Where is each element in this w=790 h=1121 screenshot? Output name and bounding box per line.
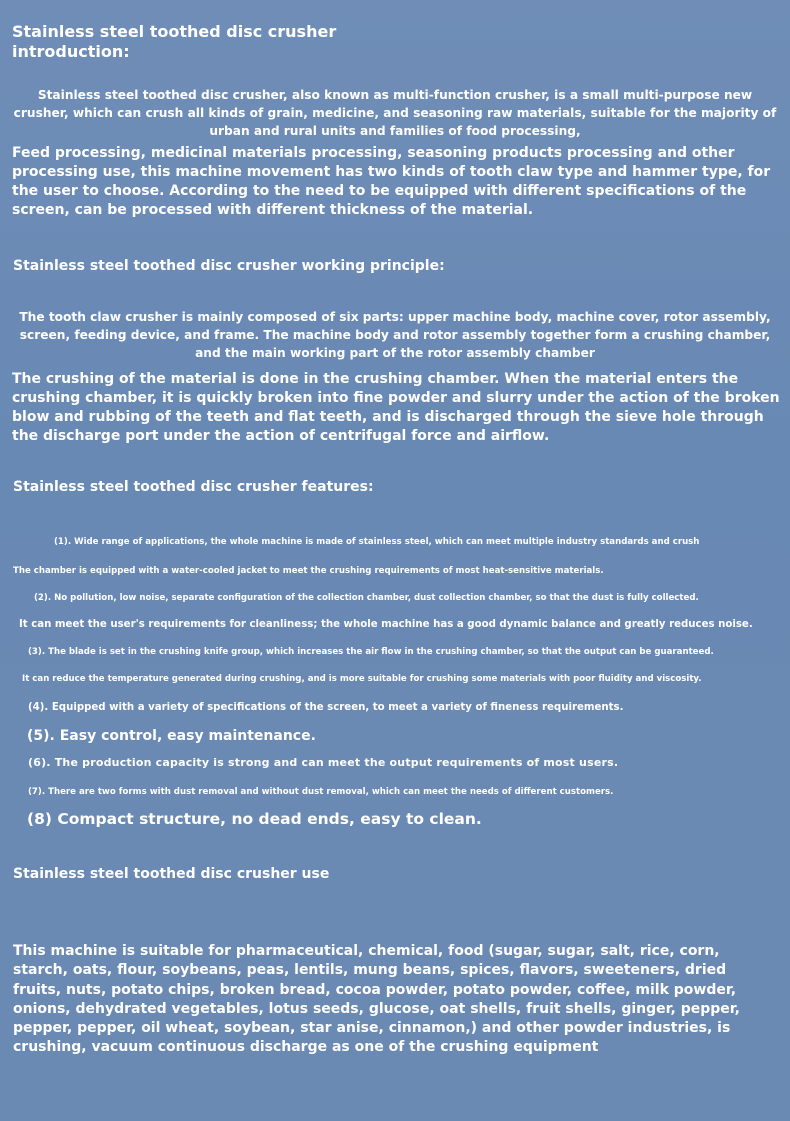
feature-item: The chamber is equipped with a water-cooled jacket to meet the crushing requirements of most heat-sensitive materials.: [13, 566, 604, 576]
feature-item: (7). There are two forms with dust removal and without dust removal, which can meet the needs of different customers.: [28, 787, 614, 797]
use-heading: Stainless steel toothed disc crusher use: [13, 866, 330, 882]
principle-paragraph: The crushing of the material is done in the crushing chamber. When the material enters the crushing chamber, it is quickly broken into fine powder and slurry under the action of the broken blow and rubbing of the teeth and flat teeth, and is discharged through the sieve hole through the discharge port under the action of centrifugal force and airflow.: [12, 371, 780, 444]
feature-item: (2). No pollution, low noise, separate configuration of the collection chamber, dust collection chamber, so that the dust is fully collected.: [34, 593, 699, 603]
feature-item: (4). Equipped with a variety of specifications of the screen, to meet a variety of fineness requirements.: [28, 702, 624, 713]
intro-paragraph: Feed processing, medicinal materials processing, seasoning products processing and other processing use, this machine movement has two kinds of tooth claw type and hammer type, for the user to choose. According to the need to be equipped with different specifications of the screen, can be processed with different thickness of the material.: [12, 145, 771, 218]
feature-item: It can reduce the temperature generated during crushing, and is more suitable for crushing some materials with poor fluidity and viscosity.: [22, 674, 702, 684]
feature-item: (3). The blade is set in the crushing knife group, which increases the air flow in the crushing chamber, so that the output can be guaranteed.: [28, 647, 714, 657]
intro-title: Stainless steel toothed disc crusher introduction:: [12, 22, 337, 61]
principle-paragraph-centered: The tooth claw crusher is mainly composed of six parts: upper machine body, machine cover, rotor assembly, screen, feeding device, and frame. The machine body and rotor assembly together form a crushing chamber, and the main working part of the rotor assembly chamber: [19, 310, 771, 360]
intro-paragraph-centered: Stainless steel toothed disc crusher, also known as multi-function crusher, is a small multi-purpose new crusher, which can crush all kinds of grain, medicine, and seasoning raw materials, suitable for the majority of urban and rural units and families of food processing,: [13, 88, 777, 138]
feature-item: (8) Compact structure, no dead ends, easy to clean.: [27, 810, 482, 828]
feature-item: (6). The production capacity is strong and can meet the output requirements of most users.: [28, 756, 619, 769]
use-paragraph: This machine is suitable for pharmaceutical, chemical, food (sugar, sugar, salt, rice, corn, starch, oats, flour, soybeans, peas, lentils, mung beans, spices, flavors, sweeteners, dried fruits, nuts, potato chips, broken bread, cocoa powder, potato powder, coffee, milk powder, onions, dehydrated vegetables, lotus seeds, glucose, oat shells, fruit shells, ginger, pepper, pepper, pepper, oil wheat, soybean, star anise, cinnamon,) and other powder industries, is crushing, vacuum continuous discharge as one of the crushing equipment: [13, 943, 740, 1056]
feature-item: (5). Easy control, easy maintenance.: [27, 728, 316, 744]
features-heading: Stainless steel toothed disc crusher features:: [13, 479, 374, 495]
feature-item: (1). Wide range of applications, the whole machine is made of stainless steel, which can meet multiple industry standards and crush: [54, 537, 700, 547]
principle-heading: Stainless steel toothed disc crusher working principle:: [13, 258, 445, 274]
feature-item: It can meet the user's requirements for cleanliness; the whole machine has a good dynamic balance and greatly reduces noise.: [19, 619, 753, 630]
